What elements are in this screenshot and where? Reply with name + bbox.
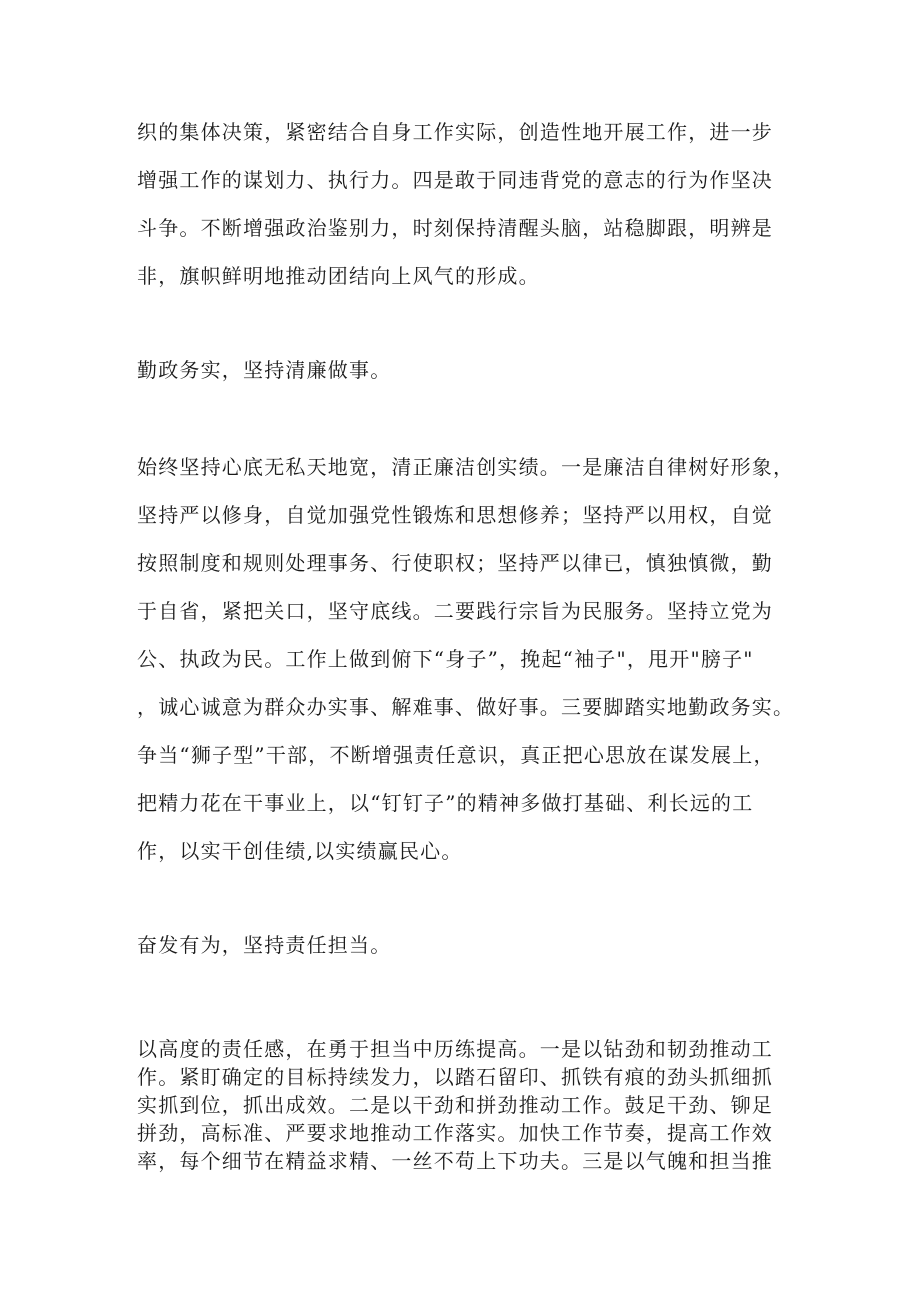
paragraph-2-line-5: 公、执政为民。工作上做到俯下“身子”，挽起“袖子"，甩开"膀子" [137,647,754,671]
paragraph-1-line-1: 织的集体决策，紧密结合自身工作实际，创造性地开展工作，进一步 [137,120,773,144]
paragraph-2-line-2: 坚持严以修身，自觉加强党性锻炼和思想修养；坚持严以用权，自觉 [137,503,773,527]
paragraph-1-line-2: 增强工作的谋划力、执行力。四是敢于同违背党的意志的行为作坚决 [137,168,773,192]
paragraph-2-line-8: 把精力花在干事业上，以“钉钉子”的精神多做打基础、利长远的工 [137,791,754,815]
paragraph-2-line-1: 始终坚持心底无私天地宽，清正廉洁创实绩。一是廉洁自律树好形象， [137,455,795,479]
paragraph-3-line-2: 作。紧盯确定的目标持续发力，以踏石留印、抓铁有痕的劲头抓细抓 [137,1065,773,1089]
section-heading-1: 勤政务实，坚持清廉做事。 [137,358,392,382]
paragraph-3-line-5: 率，每个细节在精益求精、一丝不苟上下功夫。三是以气魄和担当推 [137,1149,773,1173]
paragraph-2-line-4: 于自省，紧把关口，坚守底线。二要践行宗旨为民服务。坚持立党为 [137,599,773,623]
paragraph-2-line-6: ，诚心诚意为群众办实事、解难事、做好事。三要脚踏实地勤政务实。 [137,695,795,719]
section-heading-2: 奋发有为，坚持责任担当。 [137,933,392,957]
paragraph-2-line-3: 按照制度和规则处理事务、行使职权；坚持严以律已，慎独慎微，勤 [137,551,773,575]
paragraph-2-line-9: 作，以实干创佳绩,以实绩赢民心。 [137,839,463,863]
paragraph-1-line-4: 非，旗帜鲜明地推动团结向上风气的形成。 [137,264,540,288]
paragraph-1-line-3: 斗争。不断增强政治鉴别力，时刻保持清醒头脑，站稳脚跟，明辨是 [137,216,773,240]
paragraph-3-line-1: 以高度的责任感，在勇于担当中历练提高。一是以钻劲和韧劲推动工 [137,1037,773,1061]
paragraph-2-line-7: 争当“狮子型”干部，不断增强责任意识，真正把心思放在谋发展上， [137,743,775,767]
paragraph-3-line-3: 实抓到位，抓出成效。二是以干劲和拼劲推动工作。鼓足干劲、铆足 [137,1093,773,1117]
paragraph-3-line-4: 拼劲，高标准、严要求地推动工作落实。加快工作节奏，提高工作效 [137,1121,773,1145]
